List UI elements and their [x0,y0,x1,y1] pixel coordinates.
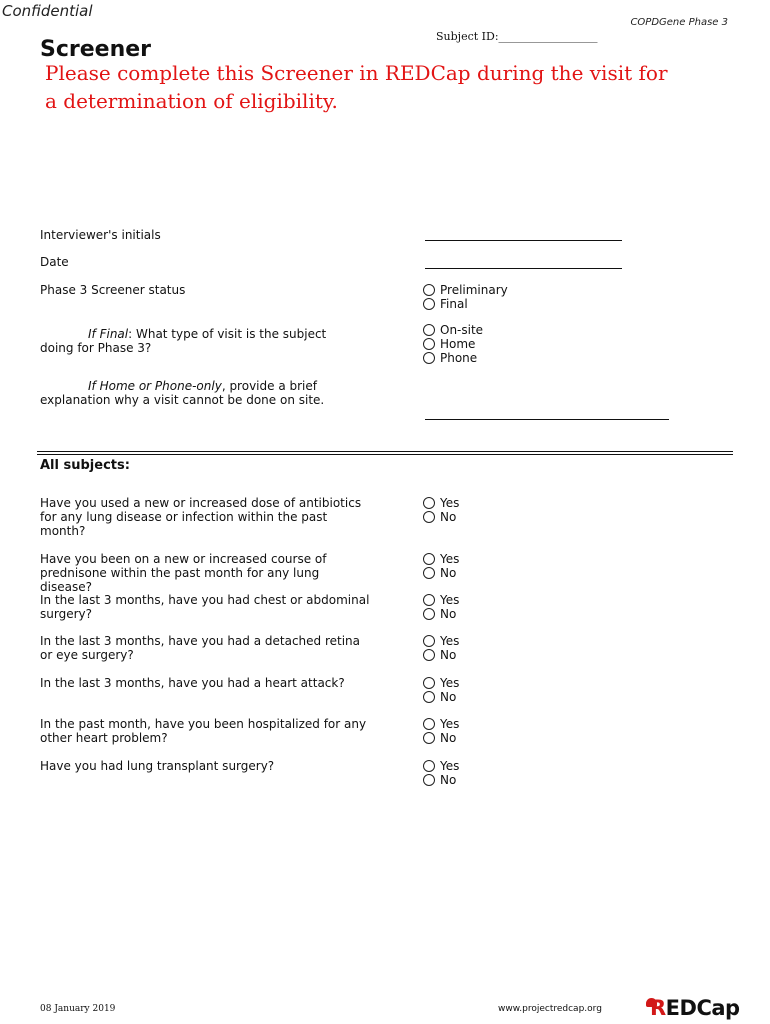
option-final[interactable] [423,297,508,311]
option-label: Preliminary [440,283,508,297]
screener-status-label: Phase 3 Screener status [40,283,186,297]
option-label: Yes [440,634,460,648]
question-options [423,676,459,704]
option-label: Yes [440,717,460,731]
radio-icon[interactable] [423,511,435,523]
screener-status-options [423,283,508,311]
question-options [423,634,459,662]
option-label: Yes [440,552,460,566]
confidential-label: Confidential [2,2,93,20]
option-label: No [440,773,457,787]
redcap-logo [646,996,740,1020]
radio-icon[interactable] [423,497,435,509]
radio-icon[interactable] [423,298,435,310]
project-label: COPDGene Phase 3 [630,17,728,28]
radio-icon[interactable] [423,649,435,661]
option-no[interactable] [423,690,459,704]
option-label: No [440,607,457,621]
eligibility-notice: Please complete this Screener in REDCap during the visit for a determination of eligibility. [45,61,668,113]
section-divider [37,451,733,455]
visit-type-options [423,323,483,365]
option-label: Final [440,297,468,311]
option-label: Phone [440,351,478,365]
radio-icon[interactable] [423,338,435,350]
radio-icon[interactable] [423,677,435,689]
question-label: Have you used a new or increased dose of antibiotics for any lung disease or infection within the past month? [40,496,362,538]
radio-icon[interactable] [423,691,435,703]
question-label: In the last 3 months, have you had a heart attack? [40,676,345,690]
option-yes[interactable] [423,634,459,648]
question-label: In the past month, have you been hospitalized for any other heart problem? [40,717,367,745]
option-label: No [440,690,457,704]
question-options [423,717,459,745]
option-yes[interactable] [423,717,459,731]
option-no[interactable] [423,648,459,662]
question-label: In the last 3 months, have you had chest or abdominal surgery? [40,593,370,621]
option-yes[interactable] [423,593,459,607]
footer-url[interactable]: www.projectredcap.org [498,1004,602,1014]
visit-type-label [40,327,340,355]
option-yes[interactable] [423,676,459,690]
visit-type-label-italic: If Final [88,327,129,341]
option-label: Yes [440,496,460,510]
option-yes[interactable] [423,496,459,510]
radio-icon[interactable] [423,324,435,336]
option-yes[interactable] [423,552,459,566]
option-on-site[interactable] [423,323,483,337]
question-label: In the last 3 months, have you had a detached retina or eye surgery? [40,634,361,662]
option-home[interactable] [423,337,483,351]
option-label: Home [440,337,476,351]
radio-icon[interactable] [423,352,435,364]
radio-icon[interactable] [423,567,435,579]
radio-icon[interactable] [423,594,435,606]
option-label: No [440,648,457,662]
question-options [423,496,459,524]
question-options [423,593,459,621]
radio-icon[interactable] [423,553,435,565]
option-no[interactable] [423,510,459,524]
option-label: Yes [440,759,460,773]
page-title: Screener [40,37,152,62]
radio-icon[interactable] [423,760,435,772]
option-preliminary[interactable] [423,283,508,297]
date-label: Date [40,255,69,269]
explanation-input[interactable] [425,419,669,420]
option-no[interactable] [423,731,459,745]
question-label: Have you had lung transplant surgery? [40,759,275,773]
question-options [423,759,459,787]
option-yes[interactable] [423,759,459,773]
option-label: No [440,566,457,580]
radio-icon[interactable] [423,608,435,620]
section-heading: All subjects: [40,458,130,473]
visit-type-label-rest: : What type of visit is the subject doing for Phase 3? [40,327,327,355]
explanation-label [40,379,330,407]
interviewer-initials-label: Interviewer's initials [40,228,161,242]
subject-id-field[interactable]: Subject ID:__________________ [436,30,598,43]
option-no[interactable] [423,773,459,787]
question-options [423,552,459,580]
redcap-logo-text: REDCap [650,996,740,1020]
question-label: Have you been on a new or increased course of prednisone within the past month for any lung disease? [40,552,327,594]
radio-icon[interactable] [423,718,435,730]
option-label: On-site [440,323,484,337]
option-label: Yes [440,593,460,607]
date-input[interactable] [425,268,622,269]
option-label: No [440,510,457,524]
explanation-label-italic: If Home or Phone-only [88,379,222,393]
option-label: No [440,731,457,745]
interviewer-initials-input[interactable] [425,240,622,241]
radio-icon[interactable] [423,774,435,786]
explanation-label-rest: , provide a brief explanation why a visit cannot be done on site. [40,379,325,407]
footer-date: 08 January 2019 [40,1004,116,1014]
option-no[interactable] [423,566,459,580]
radio-icon[interactable] [423,635,435,647]
option-no[interactable] [423,607,459,621]
radio-icon[interactable] [423,284,435,296]
option-phone[interactable] [423,351,483,365]
radio-icon[interactable] [423,732,435,744]
option-label: Yes [440,676,460,690]
